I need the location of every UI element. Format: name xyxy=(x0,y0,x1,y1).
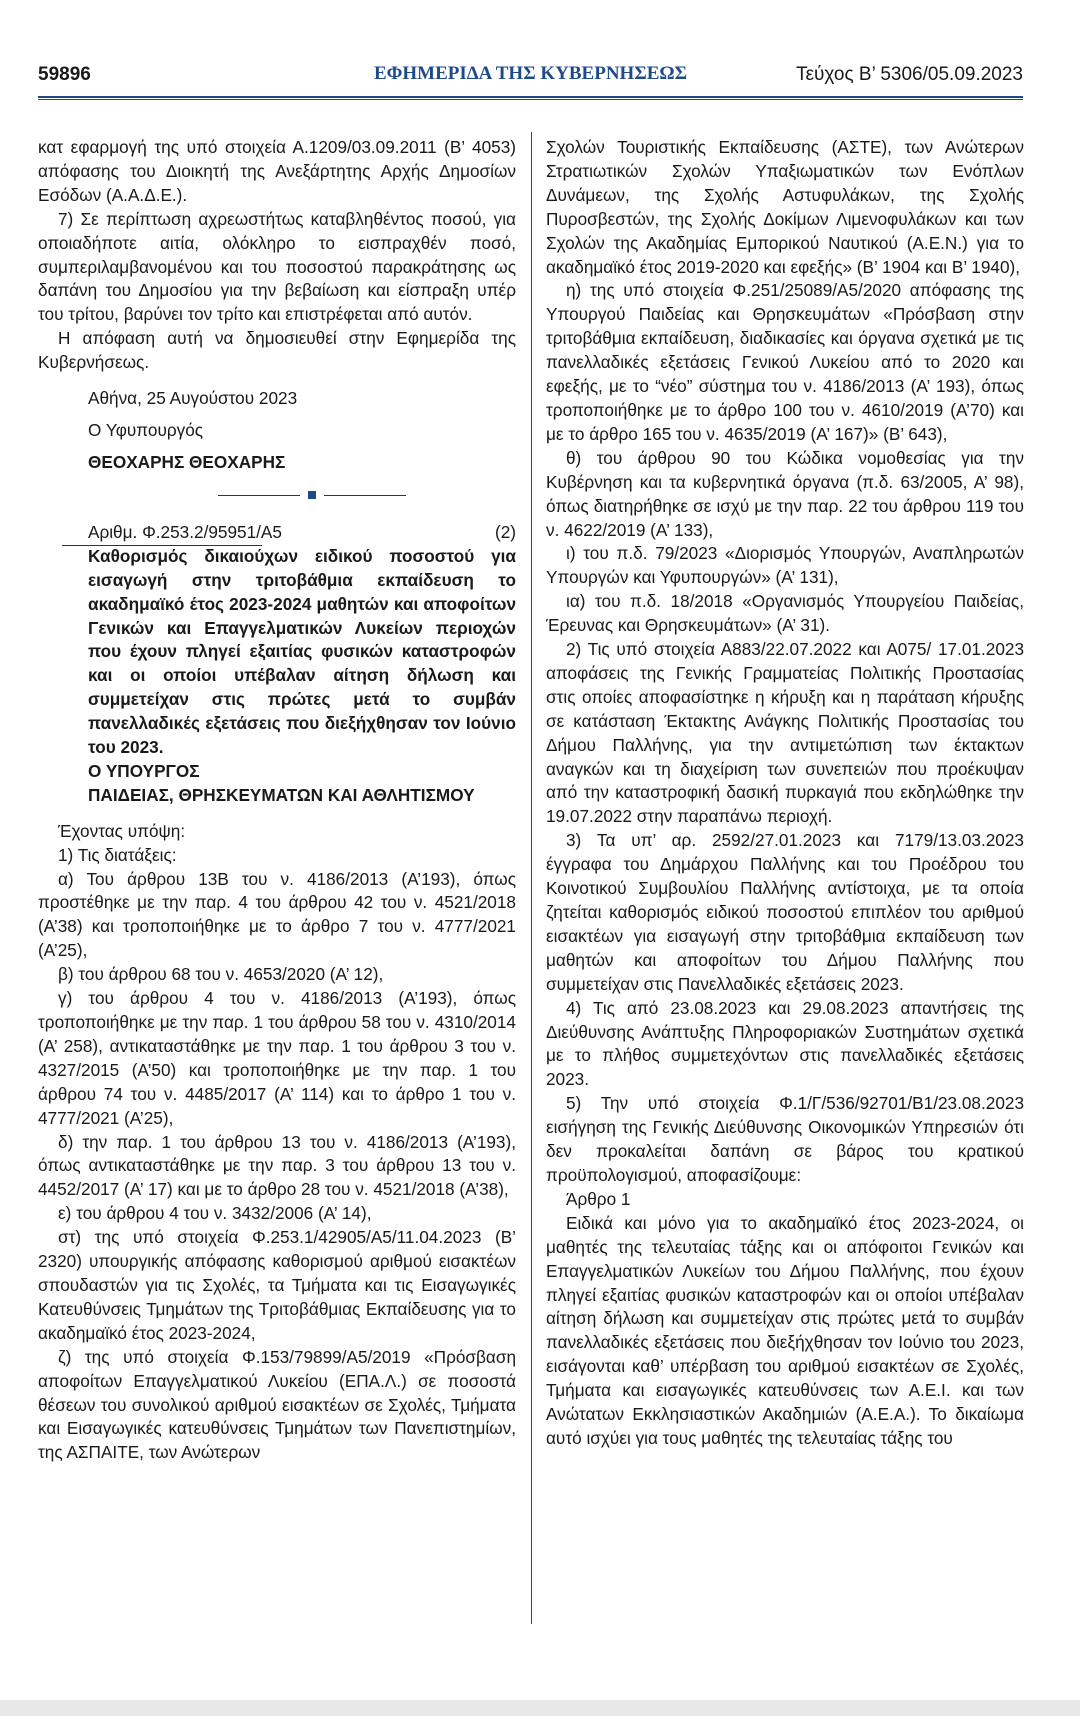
list-item: ζ) της υπό στοιχεία Φ.153/79899/Α5/2019 «Πρόσβαση αποφοίτων Επαγγελματικού Λυκείου (ΕΠΑ.Λ.) σε ποσοστά θέσεων του συνολικού αριθμού εισακτέων σε Σχολές, Τμήματα και Εισαγωγικές κατευθύνσεις Τμημάτων των Πανεπιστημίων, της ΑΣΠΑΙΤΕ, των Ανώτερων xyxy=(38,1346,516,1463)
right-column xyxy=(546,136,1024,1451)
list-item: β) του άρθρου 68 του ν. 4653/2020 (Α’ 12), xyxy=(58,964,384,985)
reference-underline xyxy=(62,545,262,546)
list-item: δ) την παρ. 1 του άρθρου 13 του ν. 4186/2013 (Α’193), όπως αντικαταστάθηκε με την παρ. 3 του άρθρου 13 του ν. 4452/2017 (Α’ 17) και με το άρθρο 28 του ν. 4521/2018 (Α’38), xyxy=(38,1131,516,1200)
reference-row xyxy=(38,521,516,545)
divider-square-icon xyxy=(308,491,316,499)
signatory-name: ΘΕΟΧΑΡΗΣ ΘΕΟΧΑΡΗΣ xyxy=(88,451,286,472)
list-item: 3) Τα υπ’ αρ. 2592/27.01.2023 και 7179/13.03.2023 έγγραφα του Δημάρχου Παλλήνης και του Προέδρου του Κοινοτικού Συμβουλίου Παλλήνης αντίστοιχα, με τα οποία ζητείται καθορισμός ειδικού ποσοστού επιπλέον του αριθμού εισακτέων για εισαγωγή στην τριτοβάθμια εκπαίδευση των μαθητών και αποφοίτων του Δήμου Παλλήνης που συμμετείχαν στις Πανελλαδικές εξετάσεις 2023. xyxy=(546,830,1024,994)
list-item: ε) του άρθρου 4 του ν. 3432/2006 (Α’ 14), xyxy=(58,1203,372,1224)
list-item: ια) του π.δ. 18/2018 «Οργανισμός Υπουργείου Παιδείας, Έρευνας και Θρησκευμάτων» (Α’ 31). xyxy=(546,591,1024,636)
list-item: 1) Τις διατάξεις: xyxy=(58,844,177,865)
reference-index: (2) xyxy=(494,521,516,542)
minister-line-1: Ο ΥΠΟΥΡΓΟΣ xyxy=(88,760,200,781)
list-item: στ) της υπό στοιχεία Φ.253.1/42905/Α5/11.04.2023 (Β’ 2320) υπουργικής απόφασης καθορισμού αριθμού εισακτέων σπουδαστών για τις Σχολές, τα Τμήματα και τις Εισαγωγικές Κατευθύνσεις Τμημάτων της Τριτοβάθμιας Εκπαίδευσης για το ακαδημαϊκό έτος 2023-2024, xyxy=(38,1227,516,1343)
list-item: θ) του άρθρου 90 του Κώδικα νομοθεσίας για την Κυβέρνηση και τα κυβερνητικά όργανα (π.δ. 63/2005, Α’ 98), όπως διατηρήθηκε σε ισχύ με την παρ. 22 του άρθρου 119 του ν. 4622/2019 (Α’ 133), xyxy=(546,447,1024,540)
column-separator xyxy=(531,132,532,1624)
list-item: ι) του π.δ. 79/2023 «Διορισμός Υπουργών, Αναπληρωτών Υπουργών και Υφυπουργών» (Α’ 131), xyxy=(546,543,1024,588)
header-rule xyxy=(38,96,1023,98)
gazette-title: ΕΦΗΜΕΡΙΔΑ ΤΗΣ ΚΥΒΕΡΝΗΣΕΩΣ xyxy=(373,63,688,84)
issue-label: Τεύχος Β’ 5306/05.09.2023 xyxy=(796,64,1023,85)
article-text: Ειδικά και μόνο για το ακαδημαϊκό έτος 2023-2024, οι μαθητές της τελευταίας τάξης και οι απόφοιτοι Γενικών και Επαγγελματικών Λυκείων του Δήμου Παλλήνης, που έχουν πληγεί εξαιτίας φυσικών καταστροφών και οι οποίοι υπέβαλαν αίτηση δήλωση και συμμετείχαν στις πρώτες μετά το συμβάν πανελλαδικές εξετάσεις που διεξήχθησαν τον Ιούνιο του 2023, εισάγονται καθ’ υπέρβαση του αριθμού εισακτέων σε Σχολές, Τμήματα και εισαγωγικές κατευθύνσεις των Α.Ε.Ι. και των Ανώτατων Εκκλησιαστικών Ακαδημιών (Α.Ε.Α.). Το δικαίωμα αυτό ισχύει για τους μαθητές της τελευταίας τάξης του xyxy=(546,1212,1024,1448)
place-date: Αθήνα, 25 Αυγούστου 2023 xyxy=(88,388,298,409)
page-number: 59896 xyxy=(38,64,91,85)
list-item: 4) Τις από 23.08.2023 και 29.08.2023 απαντήσεις της Διεύθυνσης Ανάπτυξης Πληροφοριακών Συστημάτων σχετικά με το πλήθος συμμετεχόντων στις πανελλαδικές εξετάσεις 2023. xyxy=(546,997,1024,1090)
scan-bottom-edge xyxy=(0,1700,1080,1716)
list-item: α) Του άρθρου 13Β του ν. 4186/2013 (Α’193), όπως προστέθηκε με την παρ. 4 του άρθρου 42 του ν. 4521/2018 (Α’38) και τροποποιήθηκε με το άρθρο 7 του ν. 4777/2021 (Α’25), xyxy=(38,868,516,961)
list-item: 5) Την υπό στοιχεία Φ.1/Γ/536/92701/Β1/23.08.2023 εισήγηση της Γενικής Διεύθυνσης Οικονομικών Υπηρεσιών ότι δεν προκαλείται δαπάνη σε βάρος του κρατικού προϋπολογισμού, αποφασίζουμε: xyxy=(546,1093,1024,1185)
signatory-role: Ο Υφυπουργός xyxy=(88,419,204,440)
reference-number: Αριθμ. Φ.253.2/95951/Α5 xyxy=(88,521,282,542)
list-item: 2) Τις υπό στοιχεία Α883/22.07.2022 και Α075/ 17.01.2023 αποφάσεις της Γενικής Γραμματείας Πολιτικής Προστασίας στις οποίες αποφασίστηκε η κήρυξη και η παράταση κήρυξης σε κατάσταση Έκτακτης Ανάγκης Πολιτικής Προστασίας του Δήμου Παλλήνης, για την αντιμετώπιση των έκτακτων αναγκών και τη διαχείριση των συνεπειών που προέκυψαν από την καταστροφική δασική πυρκαγιά που εκδηλώθηκε την 19.07.2022 στην παραπάνω περιοχή. xyxy=(546,639,1024,827)
list-item: η) της υπό στοιχεία Φ.251/25089/Α5/2020 απόφασης της Υπουργού Παιδείας και Θρησκευμάτων «Πρόσβαση στην τριτοβάθμια εκπαίδευση, διαδικασίες και όργανα σχετικά με τις πανελλαδικές εξετάσεις Γενικού Λυκείου από το 2020 και εφεξής, με το “νέο” σύστημα του ν. 4186/2013 (Α’ 193), όπως τροποποιήθηκε με το άρθρο 100 του ν. 4610/2019 (Α’70) και με το άρθρο 165 του ν. 4635/2019 (Α’ 167)» (Β’ 643), xyxy=(546,280,1024,444)
article-title: Άρθρο 1 xyxy=(566,1188,631,1209)
list-item: Σχολών Τουριστικής Εκπαίδευσης (ΑΣΤΕ), των Ανώτερων Στρατιωτικών Σχολών Υπαξιωματικών των Ενόπλων Δυνάμεων, της Σχολής Αστυφυλάκων, της Σχολής Πυροσβεστών, της Σχολής Δοκίμων Λιμενοφυλάκων και των Σχολών της Ακαδημίας Εμπορικού Ναυτικού (Α.Ε.Ν.) για το ακαδημαϊκό έτος 2019-2020 και εφεξής» (Β’ 1904 και Β’ 1940), xyxy=(546,137,1024,277)
decision-title: Καθορισμός δικαιούχων ειδικού ποσοστού για εισαγωγή στην τριτοβάθμια εκπαίδευση το ακαδημαϊκό έτος 2023-2024 μαθητών και αποφοίτων Γενικών και Επαγγελματικών Λυκείων περιοχών που έχουν πληγεί εξαιτίας φυσικών καταστροφών και οι οποίοι υπέβαλαν αίτηση δήλωση και συμμετείχαν στις πρώτες μετά το συμβάν πανελλαδικές εξετάσεις που διεξήχθησαν τον Ιούνιο του 2023. xyxy=(88,545,516,758)
having-regard: Έχοντας υπόψη: xyxy=(58,820,186,841)
minister-title xyxy=(38,760,516,808)
paragraph: Η απόφαση αυτή να δημοσιευθεί στην Εφημερίδα της Κυβερνήσεως. xyxy=(38,328,516,373)
left-column xyxy=(38,136,516,1465)
paragraph: κατ εφαρμογή της υπό στοιχεία Α.1209/03.09.2011 (Β’ 4053) απόφασης του Διοικητή της Ανεξάρτητης Αρχής Δημοσίων Εσόδων (Α.Α.Δ.Ε.). xyxy=(38,137,516,205)
list-item: γ) του άρθρου 4 του ν. 4186/2013 (Α’193), όπως τροποποιήθηκε με την παρ. 1 του άρθρου 58 του ν. 4310/2014 (Α’ 258), αντικαταστάθηκε με την παρ. 1 του άρθρου 3 του ν. 4327/2015 (Α’50) και τροποποιήθηκε με την παρ. 1 του άρθρου 74 του ν. 4485/2017 (Α’ 114) και το άρθρο 1 του ν. 4777/2021 (Α’25), xyxy=(38,988,516,1128)
page-header xyxy=(38,64,1023,90)
section-divider xyxy=(38,481,516,507)
paragraph: 7) Σε περίπτωση αχρεωστήτως καταβληθέντος ποσού, για οποιαδήποτε αιτία, ολόκληρο το εισπραχθέν ποσό, συμπεριλαμβανομένου και του ποσοστού παρακράτησης ως δαπάνη του Δημοσίου για την βεβαίωση και είσπραξη υπέρ του τρίτου, βαρύνει τον τρίτο και επιστρέφεται από αυτόν. xyxy=(38,208,516,325)
minister-line-2: ΠΑΙΔΕΙΑΣ, ΘΡΗΣΚΕΥΜΑΤΩΝ ΚΑΙ ΑΘΛΗΤΙΣΜΟΥ xyxy=(88,784,475,805)
header-rule-thin xyxy=(38,99,1023,100)
